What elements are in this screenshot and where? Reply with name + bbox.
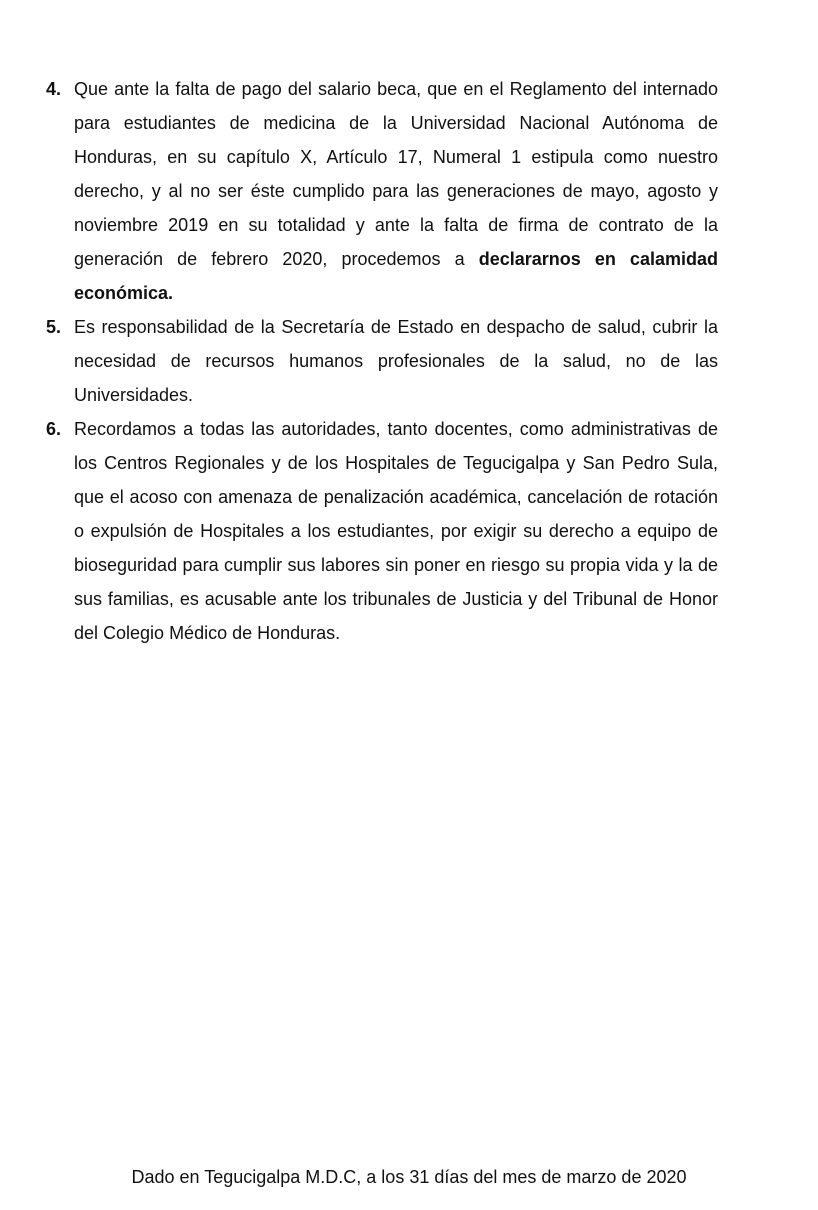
- list-item-text: Es responsabilidad de la Secretaría de Estado en despacho de salud, cubrir la necesidad de recursos humanos profesionales de la salud, no de las Universidades.: [74, 317, 718, 405]
- list-item-number: 6.: [46, 419, 62, 439]
- list-item: [46, 310, 718, 412]
- document-footer-date: Dado en Tegucigalpa M.D.C, a los 31 días del mes de marzo de 2020: [131, 1167, 687, 1187]
- list-item: [46, 412, 718, 650]
- list-item-text-bold: declararnos en calamidad económica.: [74, 249, 718, 303]
- list-item-text-regular: Que ante la falta de pago del salario beca, que en el Reglamento del internado para estudiantes de medicina de la Universidad Nacional Autónoma de Honduras, en su capítulo X, Artículo 17, Numeral 1 estipula como nuestro derecho, y al no ser éste cumplido para las generaciones de mayo, agosto y noviembre 2019 en su totalidad y ante la falta de firma de contrato de la generación de febrero 2020, procedemos a: [74, 79, 718, 269]
- list-item: [46, 72, 718, 310]
- list-item-text: Recordamos a todas las autoridades, tanto docentes, como administrativas de los Centros Regionales y de los Hospitales de Tegucigalpa y San Pedro Sula, que el acoso con amenaza de penalización académica, cancelación de rotación o expulsión de Hospitales a los estudiantes, por exigir su derecho a equipo de bioseguridad para cumplir sus labores sin poner en riesgo su propia vida y la de sus familias, es acusable ante los tribunales de Justicia y del Tribunal de Honor del Colegio Médico de Honduras.: [74, 419, 718, 643]
- list-item-text: [74, 72, 718, 310]
- list-item-number: 5.: [46, 317, 62, 337]
- list-item-number: 4.: [46, 79, 62, 99]
- numbered-list: [46, 72, 718, 650]
